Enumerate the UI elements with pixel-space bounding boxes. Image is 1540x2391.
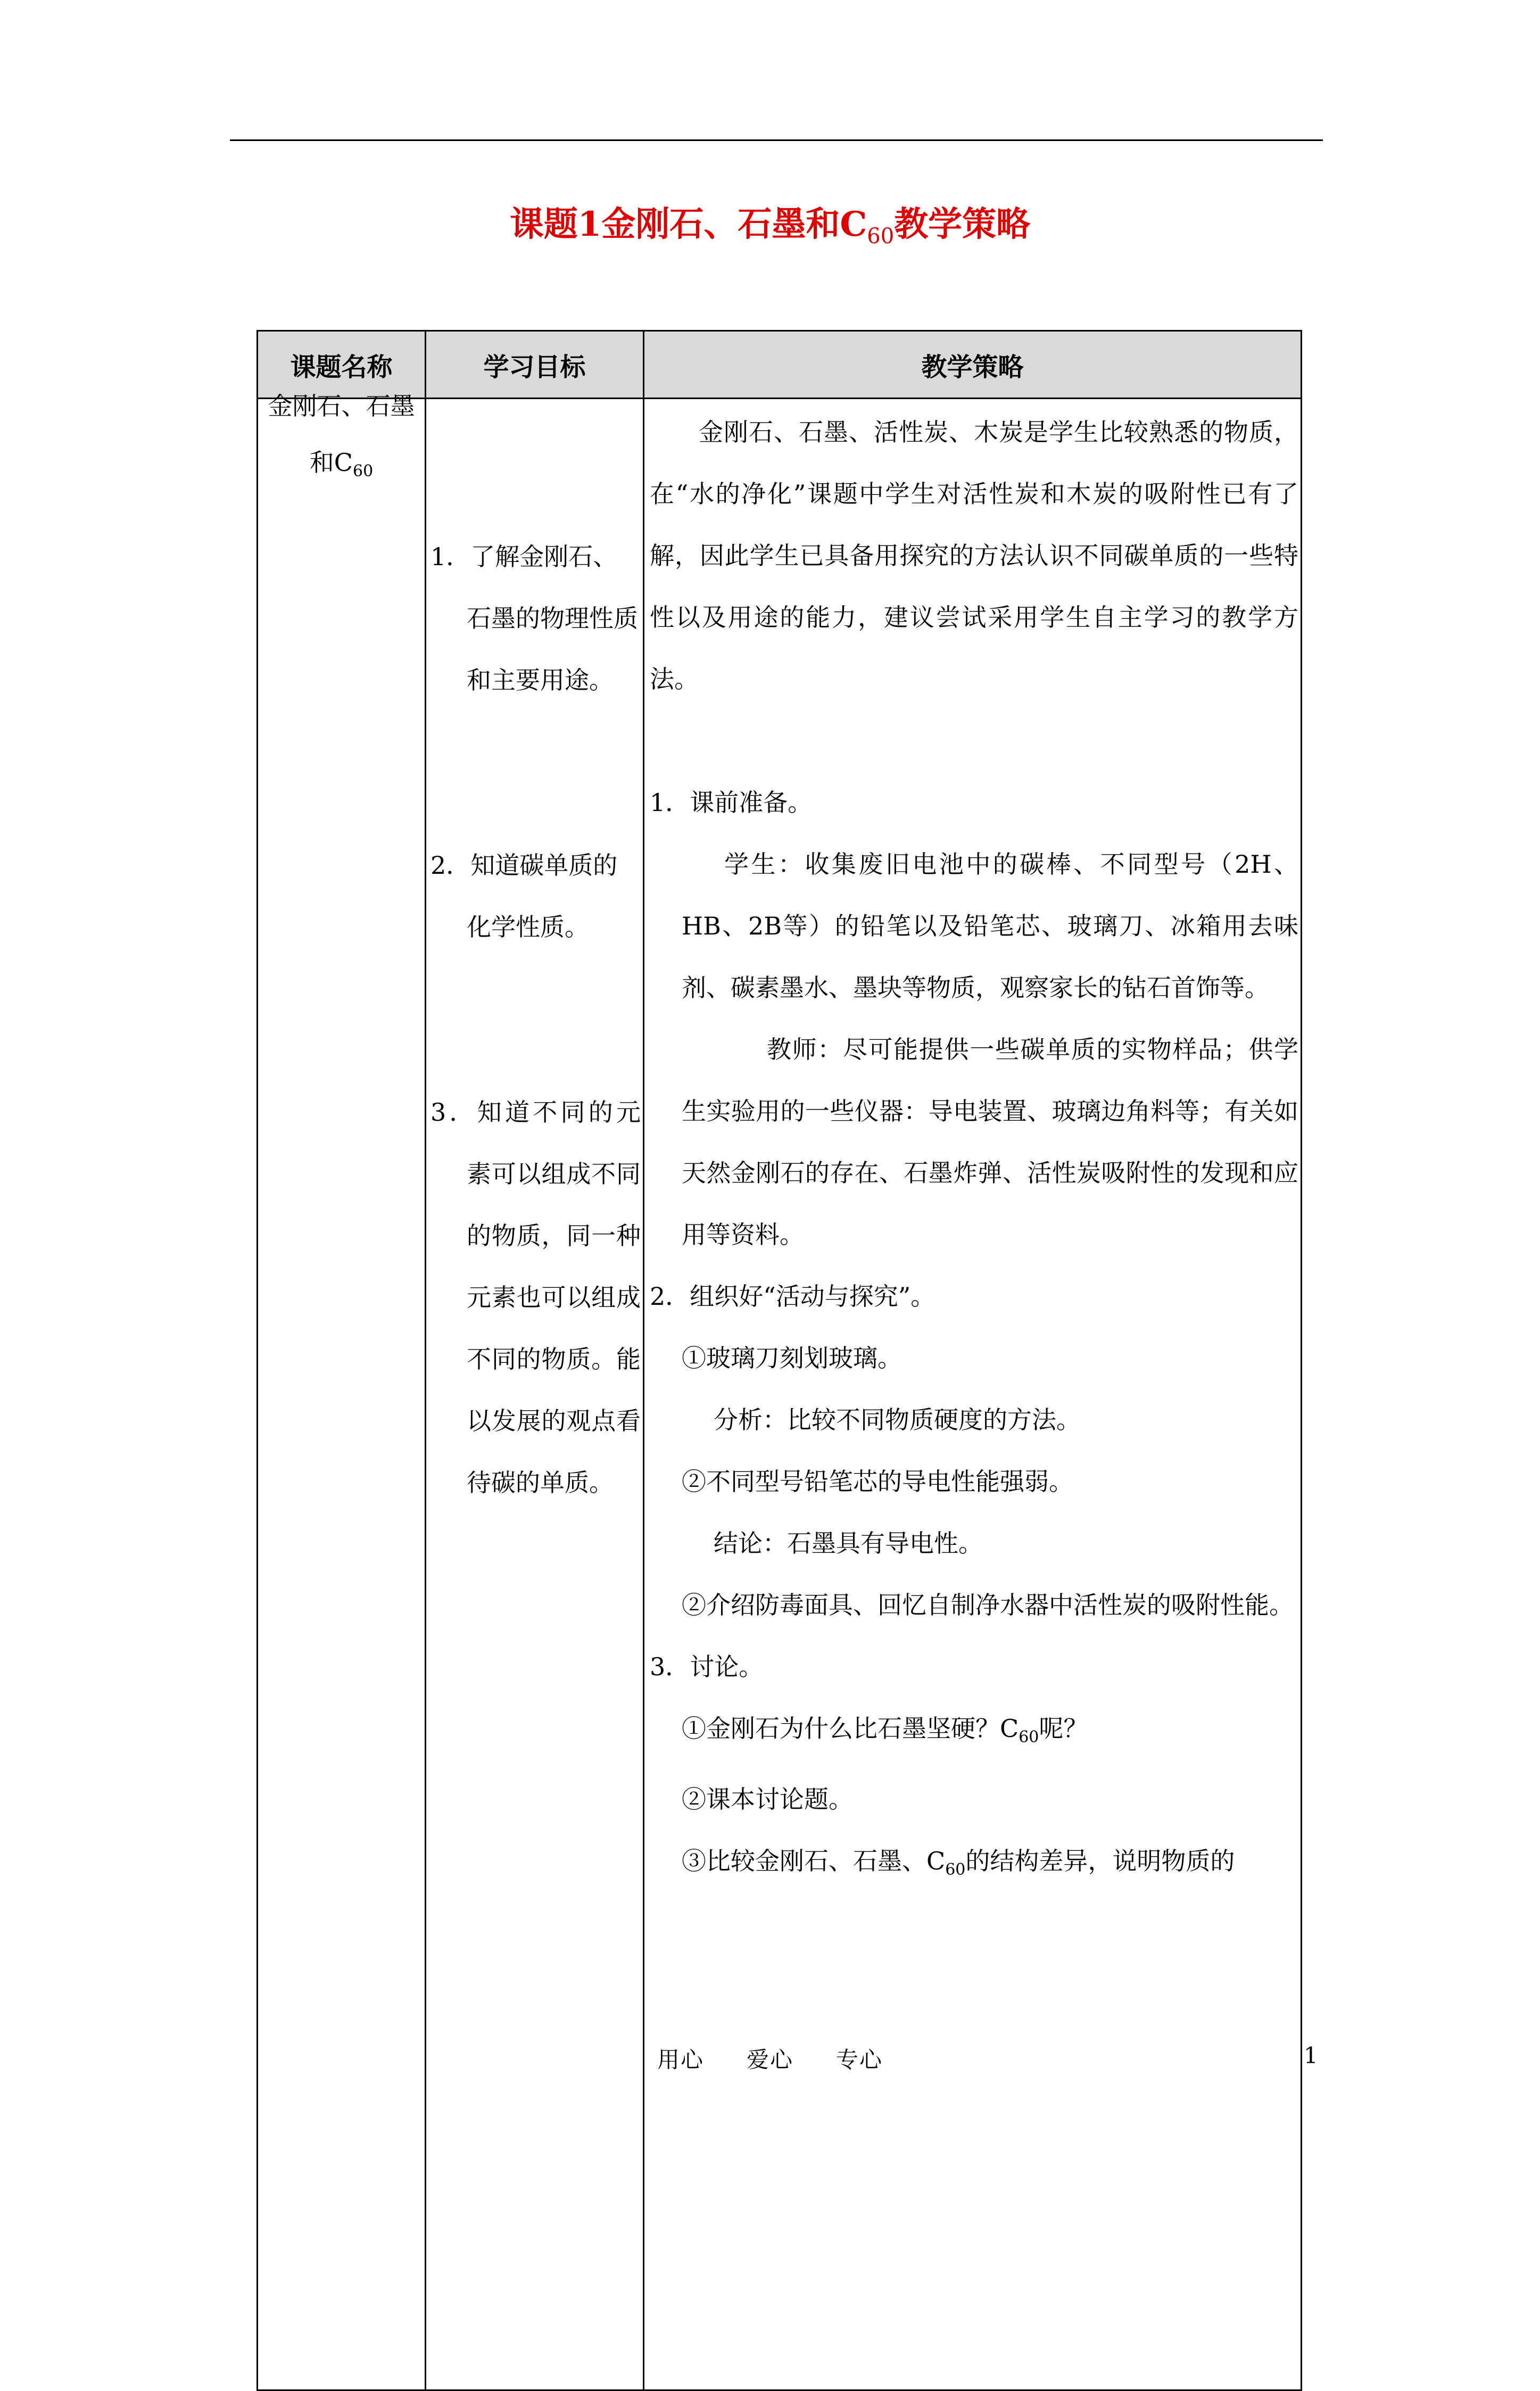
footer-word: 专心 <box>836 2047 883 2073</box>
strategy-cell <box>644 399 1302 2390</box>
goal-item: 2．知道碳单质的化学性质。 <box>430 851 618 941</box>
strategy-note: 结论：石墨具有导电性。 <box>714 1529 983 1558</box>
strategy-item: ②课本讨论题。 <box>682 1785 853 1814</box>
strategy-table <box>256 330 1302 2391</box>
s3a-sub: 60 <box>1019 1728 1039 1747</box>
strategy-section-title: 1．课前准备。 <box>650 788 813 817</box>
header-rule <box>230 139 1323 141</box>
strategy-intro: 金刚石、石墨、活性炭、木炭是学生比较熟悉的物质，在“水的净化”课题中学生对活性炭和木炭的吸附性已有了解，因此学生已具备用探究的方法认识不同碳单质的一些特性以及用途的能力，建议尝试采用学生自主学习的教学方法。 <box>650 418 1298 693</box>
page-number: 1 <box>1304 2042 1318 2069</box>
strategy-teacher: 教师：尽可能提供一些碳单质的实物样品；供学生实验用的一些仪器：导电装置、玻璃边角料等；有关如天然金刚石的存在、石墨炸弹、活性炭吸附性的发现和应用等资料。 <box>682 1035 1298 1249</box>
strategy-item: ②不同型号铅笔芯的导电性能强弱。 <box>682 1467 1073 1496</box>
s3a-pre: ①金刚石为什么比石墨坚硬？C <box>682 1714 1019 1743</box>
title-subscript: 60 <box>867 224 895 249</box>
goal-item: 1．了解金刚石、石墨的物理性质和主要用途。 <box>430 542 638 694</box>
footer-word: 用心 <box>657 2047 704 2073</box>
strategy-item <box>650 1698 1298 1768</box>
topic-cell <box>258 392 426 2390</box>
strategy-note: 分析：比较不同物质硬度的方法。 <box>714 1405 1081 1434</box>
page-title <box>0 198 1540 263</box>
header-topic: 课题名称 <box>258 331 426 399</box>
s3c-sub: 60 <box>945 1860 966 1879</box>
title-prefix: 课题1金刚石、石墨和C <box>509 204 867 244</box>
table-row <box>258 399 1302 2390</box>
s3c-post: 的结构差异，说明物质的 <box>965 1847 1235 1875</box>
strategy-section-title: 3．讨论。 <box>650 1652 764 1681</box>
strategy-item <box>650 1830 1298 1901</box>
goal-item: 3．知道不同的元素可以组成不同的物质，同一种元素也可以组成不同的物质。能以发展的观点看待碳的单质。 <box>430 1098 641 1497</box>
strategy-student: 学生：收集废旧电池中的碳棒、不同型号（2H、HB、2B等）的铅笔以及铅笔芯、玻璃刀、冰箱用去味剂、碳素墨水、墨块等物质，观察家长的钻石首饰等。 <box>682 850 1298 1002</box>
title-suffix: 教学策略 <box>894 204 1031 244</box>
header-goals: 学习目标 <box>426 331 644 399</box>
strategy-section-title: 2．组织好“活动与探究”。 <box>650 1282 935 1311</box>
topic-text: 金刚石、石墨和C <box>268 392 415 477</box>
s3c-pre: ③比较金刚石、石墨、C <box>682 1847 946 1875</box>
header-strategy: 教学策略 <box>644 331 1302 399</box>
goals-cell <box>426 399 644 2390</box>
strategy-item: ②介绍防毒面具、回忆自制净水器中活性炭的吸附性能。 <box>682 1591 1294 1619</box>
topic-subscript: 60 <box>353 462 374 481</box>
strategy-item: ①玻璃刀刻划玻璃。 <box>682 1344 902 1372</box>
footer-word: 爱心 <box>746 2047 793 2073</box>
s3a-post: 呢？ <box>1039 1714 1088 1743</box>
